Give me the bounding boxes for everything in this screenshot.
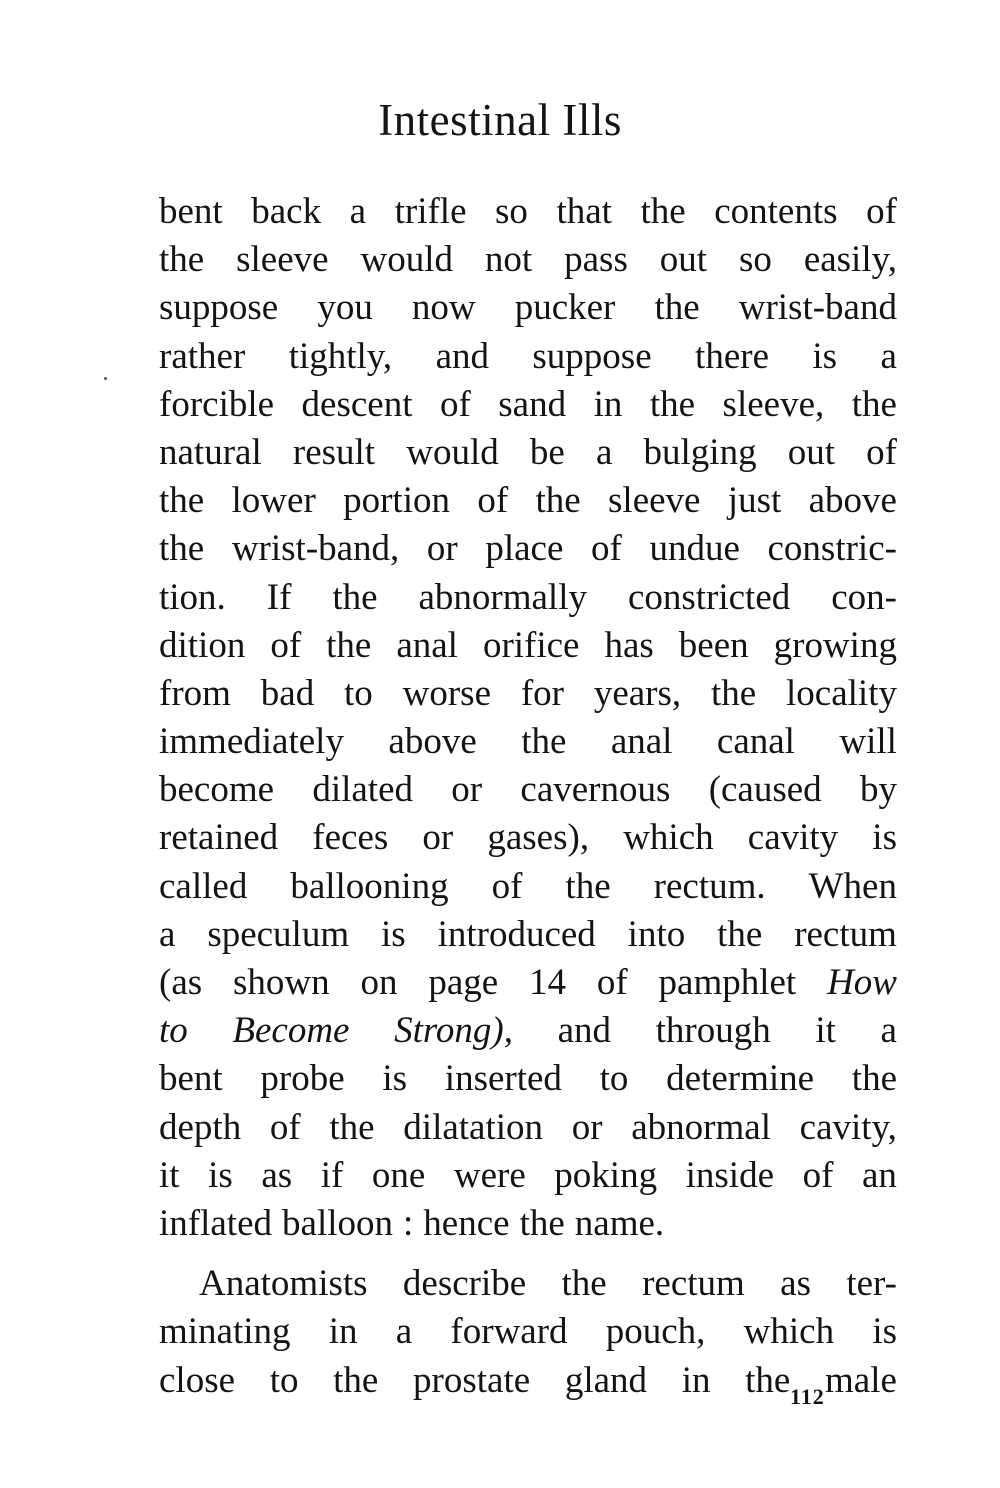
- word: one: [371, 1154, 426, 1196]
- word: anal: [396, 624, 458, 666]
- word: close: [159, 1359, 236, 1401]
- word: cavity,: [799, 1106, 897, 1148]
- word: growing: [773, 624, 897, 666]
- word: of: [596, 962, 628, 1003]
- word: the: [159, 528, 205, 570]
- word: When: [808, 865, 897, 907]
- word: undue: [649, 528, 740, 570]
- word: or: [422, 817, 454, 859]
- word: orifice: [482, 624, 580, 666]
- word: is: [208, 1154, 233, 1196]
- text-line: [159, 1055, 897, 1103]
- word: bent: [159, 1058, 223, 1100]
- word: of: [866, 191, 897, 232]
- word: or: [571, 1106, 603, 1148]
- word: How: [827, 962, 897, 1003]
- word: would: [406, 431, 499, 473]
- word: so: [738, 239, 772, 281]
- word: result: [292, 431, 376, 473]
- word: of: [591, 528, 622, 570]
- word: to: [599, 1058, 629, 1100]
- word: rectum: [794, 913, 897, 955]
- text-line: [159, 1104, 897, 1152]
- word: worse: [402, 672, 492, 714]
- text-line: [159, 429, 897, 477]
- word: the: [535, 480, 581, 522]
- word: of: [802, 1154, 834, 1196]
- word: the: [326, 624, 372, 666]
- word: gases),: [487, 817, 590, 859]
- word: out: [659, 239, 708, 281]
- text-line: [159, 1200, 897, 1248]
- word: probe: [260, 1058, 345, 1100]
- word: back: [251, 191, 322, 232]
- word: ter-: [846, 1263, 897, 1305]
- word: shown: [233, 962, 330, 1003]
- word: the: [649, 383, 696, 425]
- word: in: [593, 383, 623, 425]
- word: a: [395, 1311, 413, 1353]
- word: is: [812, 335, 838, 377]
- word: rather: [159, 335, 246, 377]
- word: the: [561, 1263, 607, 1305]
- word: feces: [312, 817, 389, 859]
- word: the: [640, 191, 686, 232]
- word: introduced: [437, 913, 596, 955]
- word: now: [411, 287, 476, 329]
- word: that: [556, 191, 612, 232]
- body-text: [159, 188, 897, 1405]
- word: is: [381, 913, 406, 955]
- word: it: [815, 1010, 836, 1052]
- word: or: [451, 769, 483, 811]
- word: determine: [666, 1058, 815, 1100]
- word: bad: [260, 672, 315, 714]
- word: will: [839, 721, 897, 763]
- word: sleeve: [608, 480, 701, 522]
- word: from: [159, 672, 231, 714]
- word: retained: [159, 817, 279, 859]
- word: rectum.: [653, 865, 766, 907]
- word: an: [861, 1154, 897, 1196]
- word: trifle: [394, 191, 467, 232]
- ink-speck: [104, 377, 107, 380]
- word: gland: [564, 1359, 648, 1401]
- text-line: [159, 863, 897, 911]
- word: pucker: [514, 287, 616, 329]
- word: locality: [786, 672, 897, 714]
- word: the: [710, 672, 757, 714]
- word: dilatation: [403, 1106, 544, 1148]
- text-line: [159, 284, 897, 332]
- word: inflated: [159, 1202, 273, 1244]
- text-line: [159, 574, 897, 622]
- word: above: [808, 480, 897, 522]
- word: is: [382, 1058, 408, 1100]
- word: con-: [831, 576, 897, 618]
- word: in: [681, 1359, 711, 1401]
- word: dition: [159, 624, 246, 666]
- word: pass: [564, 239, 628, 281]
- text-line: [159, 670, 897, 718]
- word: sleeve,: [722, 383, 825, 425]
- page-number: 112: [790, 1384, 825, 1409]
- word: the: [521, 721, 567, 763]
- word: tightly,: [288, 335, 393, 377]
- word: tion.: [159, 576, 226, 618]
- word: and: [435, 335, 489, 377]
- word: the: [851, 1058, 897, 1100]
- word: lower: [231, 480, 316, 522]
- word: prostate: [413, 1359, 531, 1401]
- word: sleeve: [236, 239, 329, 281]
- word: as: [780, 1263, 811, 1305]
- word: there: [695, 335, 769, 377]
- word: Strong),: [394, 1010, 513, 1052]
- word: anal: [610, 721, 673, 763]
- word: cavity: [747, 817, 839, 859]
- word: by: [859, 769, 897, 811]
- text-line: [159, 1007, 897, 1055]
- word: minating: [159, 1311, 291, 1353]
- word: of: [491, 865, 523, 907]
- word: or: [426, 528, 458, 570]
- word: poking: [554, 1154, 658, 1196]
- word: the: [654, 287, 700, 329]
- word: forward: [450, 1311, 568, 1353]
- word: the: [333, 1359, 379, 1401]
- word: hence: [423, 1202, 510, 1244]
- word: Become: [232, 1010, 350, 1052]
- word: a: [159, 913, 176, 955]
- word: contents: [714, 191, 838, 232]
- word: male: [825, 1359, 897, 1401]
- word: the: [717, 913, 763, 955]
- text-line: [159, 525, 897, 573]
- word: bulging: [643, 431, 757, 473]
- word: called: [159, 865, 248, 907]
- word: were: [453, 1154, 526, 1196]
- word: constricted: [627, 576, 791, 618]
- word: is: [872, 817, 897, 859]
- word: balloon: [282, 1202, 393, 1244]
- word: if: [320, 1154, 344, 1196]
- word: Anatomists: [199, 1263, 368, 1305]
- text-line: [159, 381, 897, 429]
- word: name.: [574, 1202, 665, 1244]
- text-line: [159, 236, 897, 284]
- word: just: [727, 480, 782, 522]
- word: easily,: [803, 239, 897, 281]
- word: natural: [159, 431, 262, 473]
- word: page: [428, 962, 499, 1003]
- word: speculum: [207, 913, 350, 955]
- word: of: [269, 1106, 301, 1148]
- word: the: [332, 576, 378, 618]
- running-head: Intestinal Ills: [378, 95, 622, 145]
- text-line: [159, 1260, 897, 1308]
- word: been: [678, 624, 749, 666]
- word: to: [159, 1010, 188, 1052]
- word: is: [872, 1311, 897, 1353]
- word: (caused: [708, 769, 822, 811]
- text-line: [159, 911, 897, 959]
- word: into: [627, 913, 686, 955]
- word: as: [261, 1154, 293, 1196]
- word: constric-: [767, 528, 897, 570]
- word: a: [595, 431, 613, 473]
- word: has: [604, 624, 654, 666]
- word: for: [520, 672, 564, 714]
- word: wrist-band: [738, 287, 897, 329]
- word: on: [360, 962, 398, 1003]
- word: so: [495, 191, 528, 232]
- word: pamphlet: [658, 962, 797, 1003]
- word: above: [388, 721, 477, 763]
- text-line: [159, 718, 897, 766]
- word: it: [159, 1154, 180, 1196]
- word: inside: [685, 1154, 775, 1196]
- word: not: [484, 239, 533, 281]
- text-line: [159, 766, 897, 814]
- word: cavernous: [520, 769, 671, 811]
- word: and: [557, 1010, 612, 1052]
- text-line: [159, 1357, 897, 1405]
- word: canal: [716, 721, 795, 763]
- text-line: [159, 959, 897, 1007]
- word: of: [439, 383, 471, 425]
- word: abnormal: [631, 1106, 771, 1148]
- word: the: [851, 383, 897, 425]
- word: the: [159, 239, 205, 281]
- word: the: [745, 1359, 791, 1401]
- word: forcible: [159, 383, 275, 425]
- word: which: [623, 817, 714, 859]
- word: to: [344, 672, 373, 714]
- word: a: [880, 335, 897, 377]
- word: through: [655, 1010, 771, 1052]
- word: bent: [159, 191, 223, 232]
- word: descent: [301, 383, 413, 425]
- word: years,: [593, 672, 682, 714]
- word: would: [360, 239, 453, 281]
- word: describe: [402, 1263, 527, 1305]
- word: rectum: [642, 1263, 745, 1305]
- word: 14: [529, 962, 567, 1003]
- word: suppose: [532, 335, 652, 377]
- text-line: [159, 333, 897, 381]
- word: sand: [498, 383, 567, 425]
- word: the: [565, 865, 611, 907]
- word: the: [329, 1106, 375, 1148]
- word: a: [880, 1010, 897, 1052]
- word: to: [269, 1359, 299, 1401]
- word: the: [159, 480, 205, 522]
- word: wrist-band,: [231, 528, 400, 570]
- word: inserted: [444, 1058, 562, 1100]
- word: place: [485, 528, 564, 570]
- text-line: [159, 477, 897, 525]
- word: of: [866, 431, 897, 473]
- word: a: [349, 191, 367, 232]
- word: abnormally: [418, 576, 587, 618]
- word: become: [159, 769, 275, 811]
- word: the: [519, 1202, 565, 1244]
- text-line: [159, 622, 897, 670]
- word: (as: [159, 962, 203, 1003]
- word: pouch,: [605, 1311, 706, 1353]
- word: immediately: [159, 721, 344, 763]
- word: in: [328, 1311, 358, 1353]
- word: If: [266, 576, 292, 618]
- word: depth: [159, 1106, 242, 1148]
- word: of: [477, 480, 509, 522]
- text-line: [159, 1308, 897, 1356]
- word: suppose: [159, 287, 279, 329]
- word: dilated: [312, 769, 414, 811]
- word: out: [787, 431, 835, 473]
- text-line: [159, 188, 897, 236]
- word: which: [743, 1311, 835, 1353]
- word: :: [403, 1202, 414, 1244]
- text-line: [159, 814, 897, 862]
- word: portion: [343, 480, 450, 522]
- word: of: [270, 624, 302, 666]
- word: be: [529, 431, 565, 473]
- word: you: [317, 287, 373, 329]
- text-line: [159, 1152, 897, 1200]
- word: ballooning: [290, 865, 449, 907]
